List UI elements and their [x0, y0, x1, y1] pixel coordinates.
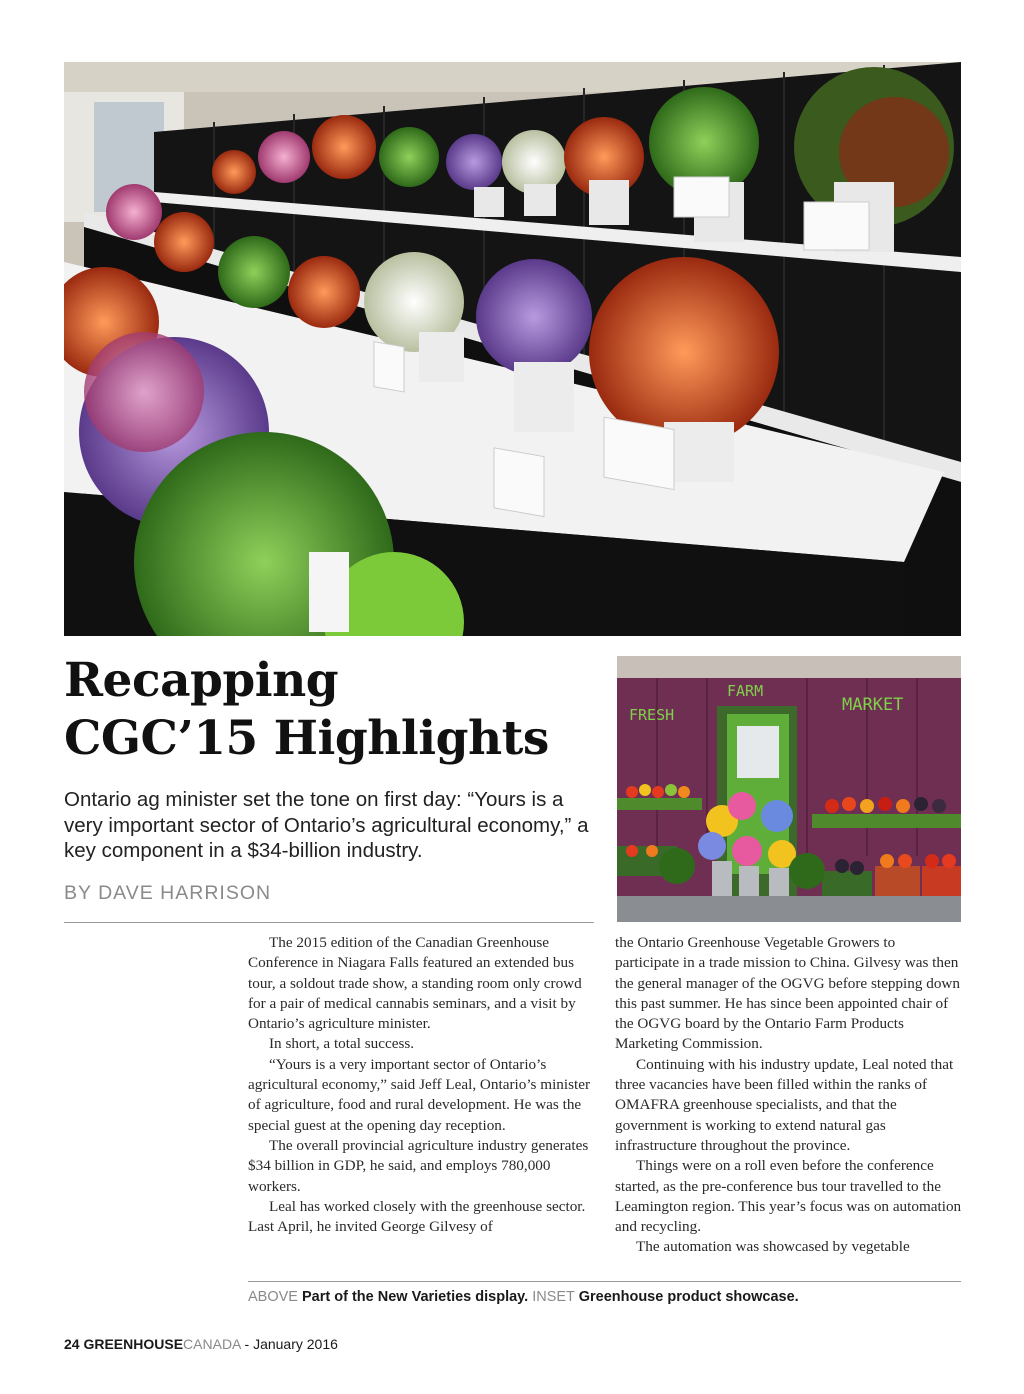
body-column-2: [615, 933, 963, 1258]
sign-fresh: FRESH: [629, 706, 675, 724]
caption-inset-label: INSET: [532, 1289, 575, 1305]
paragraph: Continuing with his industry update, Leal noted that three vacancies have been filled within the ranks of OMAFRA greenhouse specialists, and that the government is working to extend natural gas infrastructure throughout the province.: [615, 1055, 954, 1154]
headline-line-2: CGC’15 Highlights: [64, 711, 549, 766]
main-photo-new-varieties-display: [64, 62, 961, 636]
photo-caption: [248, 1289, 799, 1305]
body-column-1: [248, 933, 596, 1237]
inset-photo-product-showcase: [617, 656, 961, 922]
paragraph: In short, a total success.: [269, 1035, 415, 1053]
magazine-name-suffix: CANADA: [183, 1336, 241, 1352]
page-number: 24: [64, 1336, 80, 1352]
issue-date: - January 2016: [244, 1336, 338, 1352]
article-headline: [64, 652, 604, 768]
paragraph: The overall provincial agriculture industry generates $34 billion in GDP, he said, and employs 780,000 workers.: [248, 1136, 589, 1195]
paragraph: “Yours is a very important sector of Ontario’s agricultural economy,” said Jeff Leal, Ontario’s minister of agriculture, food and rural development. He was the special guest at the opening day reception.: [248, 1055, 591, 1134]
caption-above-text: Part of the New Varieties display.: [302, 1289, 529, 1305]
paragraph: Leal has worked closely with the greenhouse sector. Last April, he invited George Gilvesy of: [248, 1197, 586, 1236]
paragraph: The automation was showcased by vegetable: [636, 1238, 910, 1256]
byline: BY DAVE HARRISON: [64, 882, 272, 904]
paragraph: The 2015 edition of the Canadian Greenhouse Conference in Niagara Falls featured an extended bus tour, a soldout trade show, a standing room only crowd for a pair of medical cannabis seminars, and a visit by Ontario’s agriculture minister.: [248, 934, 582, 1033]
magazine-name: GREENHOUSE: [83, 1336, 184, 1352]
article-deck: Ontario ag minister set the tone on first day: “Yours is a very important sector of Ontario’s agricultural economy,” a key component in a $34-billion industry.: [64, 788, 589, 862]
paragraph: the Ontario Greenhouse Vegetable Growers to participate in a trade mission to China. Gilvesy was then the general manager of the OGVG before stepping down this past summer. He has since been appointed chair of the OGVG board by the Ontario Farm Products Marketing Commission.: [615, 934, 960, 1053]
page-footer: [64, 1336, 338, 1352]
divider: [64, 922, 594, 923]
sign-farm: FARM: [727, 682, 764, 700]
sign-market: MARKET: [842, 695, 904, 715]
paragraph: Things were on a roll even before the conference started, as the pre-conference bus tour travelled to the Leamington region. This year’s focus was on automation and recycling.: [615, 1157, 962, 1236]
headline-line-1: Recapping: [64, 653, 339, 708]
divider: [248, 1281, 961, 1282]
caption-inset-text: Greenhouse product showcase.: [578, 1289, 799, 1305]
caption-above-label: ABOVE: [248, 1289, 298, 1305]
